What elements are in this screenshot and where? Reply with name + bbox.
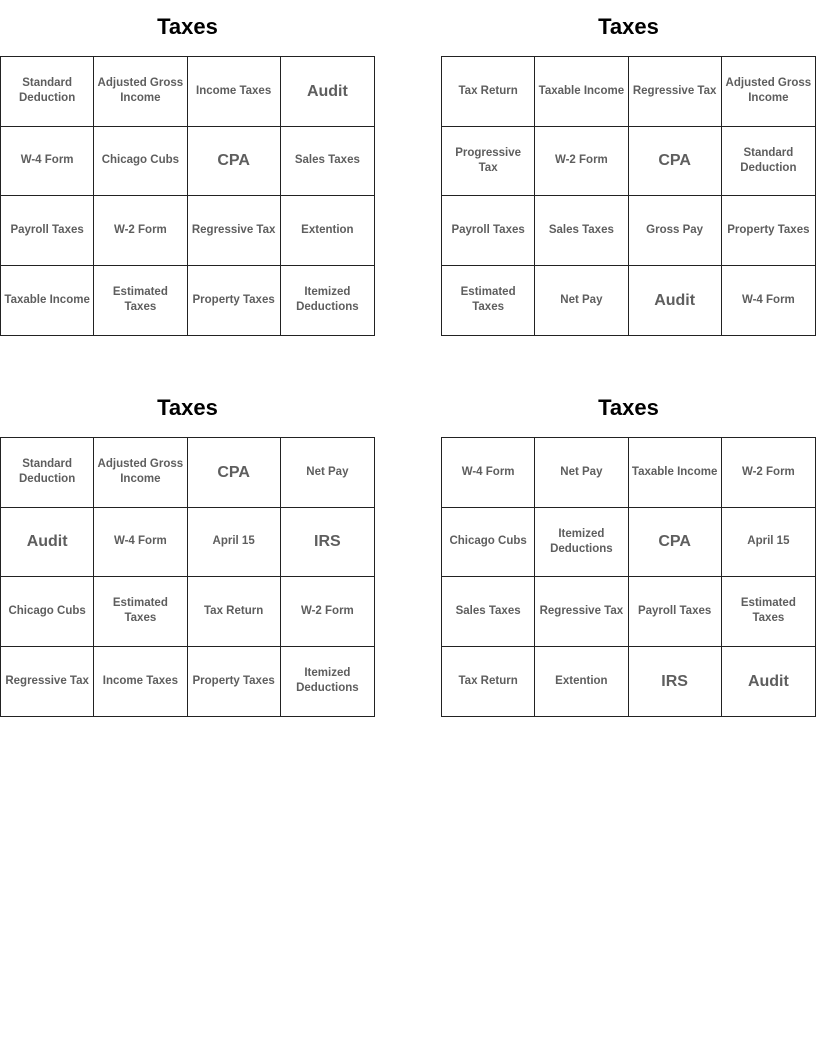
bingo-grid (0, 56, 375, 336)
card-title: Taxes (157, 395, 218, 420)
bingo-cell: Sales Taxes (442, 577, 535, 647)
bingo-cell: Estimated Taxes (442, 266, 535, 336)
bingo-cell: Estimated Taxes (722, 577, 815, 647)
bingo-cell: April 15 (188, 508, 281, 578)
bingo-cell: Audit (629, 266, 722, 336)
bingo-cell: Net Pay (535, 266, 628, 336)
bingo-cell: Regressive Tax (188, 196, 281, 266)
bingo-card-2 (441, 14, 816, 314)
bingo-cell: Progressive Tax (442, 127, 535, 197)
bingo-cell: Itemized Deductions (535, 508, 628, 578)
bingo-cell: Chicago Cubs (94, 127, 187, 197)
bingo-cell: Tax Return (442, 57, 535, 127)
bingo-cell: Property Taxes (722, 196, 815, 266)
bingo-cell: Income Taxes (188, 57, 281, 127)
bingo-cell: CPA (188, 438, 281, 508)
bingo-cell: Taxable Income (535, 57, 628, 127)
bingo-cell: Estimated Taxes (94, 577, 187, 647)
bingo-cell: IRS (281, 508, 374, 578)
bingo-cell: CPA (188, 127, 281, 197)
bingo-cell: W-4 Form (1, 127, 94, 197)
bingo-cell: Gross Pay (629, 196, 722, 266)
bingo-cell: Standard Deduction (1, 438, 94, 508)
bingo-cell: Sales Taxes (281, 127, 374, 197)
bingo-cell: Audit (1, 508, 94, 578)
card-title: Taxes (598, 14, 659, 39)
bingo-card-1 (0, 14, 375, 314)
bingo-cell: Net Pay (535, 438, 628, 508)
bingo-cell: Payroll Taxes (629, 577, 722, 647)
bingo-cell: Chicago Cubs (442, 508, 535, 578)
bingo-cell: Estimated Taxes (94, 266, 187, 336)
bingo-cell: Adjusted Gross Income (94, 57, 187, 127)
bingo-cell: W-2 Form (281, 577, 374, 647)
bingo-cell: Property Taxes (188, 647, 281, 717)
bingo-cell: Taxable Income (1, 266, 94, 336)
bingo-cell: Payroll Taxes (442, 196, 535, 266)
bingo-cell: Standard Deduction (722, 127, 815, 197)
bingo-cell: Sales Taxes (535, 196, 628, 266)
bingo-cell: W-2 Form (535, 127, 628, 197)
bingo-cell: W-4 Form (94, 508, 187, 578)
bingo-cell: Payroll Taxes (1, 196, 94, 266)
bingo-cell: Extention (535, 647, 628, 717)
bingo-cell: CPA (629, 508, 722, 578)
card-title: Taxes (157, 14, 218, 39)
bingo-cell: Property Taxes (188, 266, 281, 336)
bingo-cell: Chicago Cubs (1, 577, 94, 647)
bingo-card-4 (441, 395, 816, 690)
bingo-cell: W-2 Form (722, 438, 815, 508)
bingo-cell: Audit (281, 57, 374, 127)
bingo-cell: Standard Deduction (1, 57, 94, 127)
bingo-cell: Tax Return (188, 577, 281, 647)
bingo-grid (441, 437, 816, 717)
bingo-cell: Extention (281, 196, 374, 266)
bingo-cell: W-2 Form (94, 196, 187, 266)
bingo-cell: Adjusted Gross Income (722, 57, 815, 127)
bingo-cell: Taxable Income (629, 438, 722, 508)
bingo-grid (441, 56, 816, 336)
bingo-cell: Audit (747, 672, 789, 690)
bingo-cell: Regressive Tax (1, 647, 94, 717)
bingo-cell: Itemized Deductions (296, 286, 359, 314)
card-title: Taxes (598, 395, 659, 420)
bingo-cell: W-4 Form (741, 293, 795, 306)
bingo-cell: Regressive Tax (535, 577, 628, 647)
bingo-cell: W-4 Form (442, 438, 535, 508)
bingo-cell: Itemized Deductions (296, 667, 359, 695)
bingo-card-3 (0, 395, 375, 695)
bingo-grid (0, 437, 375, 717)
bingo-cell: April 15 (722, 508, 815, 578)
bingo-cell: Regressive Tax (629, 57, 722, 127)
bingo-cell: CPA (629, 127, 722, 197)
bingo-cell: IRS (629, 647, 722, 717)
bingo-cell: Net Pay (281, 438, 374, 508)
bingo-cell: Adjusted Gross Income (94, 438, 187, 508)
bingo-cell: Tax Return (442, 647, 535, 717)
bingo-cell: Income Taxes (94, 647, 187, 717)
